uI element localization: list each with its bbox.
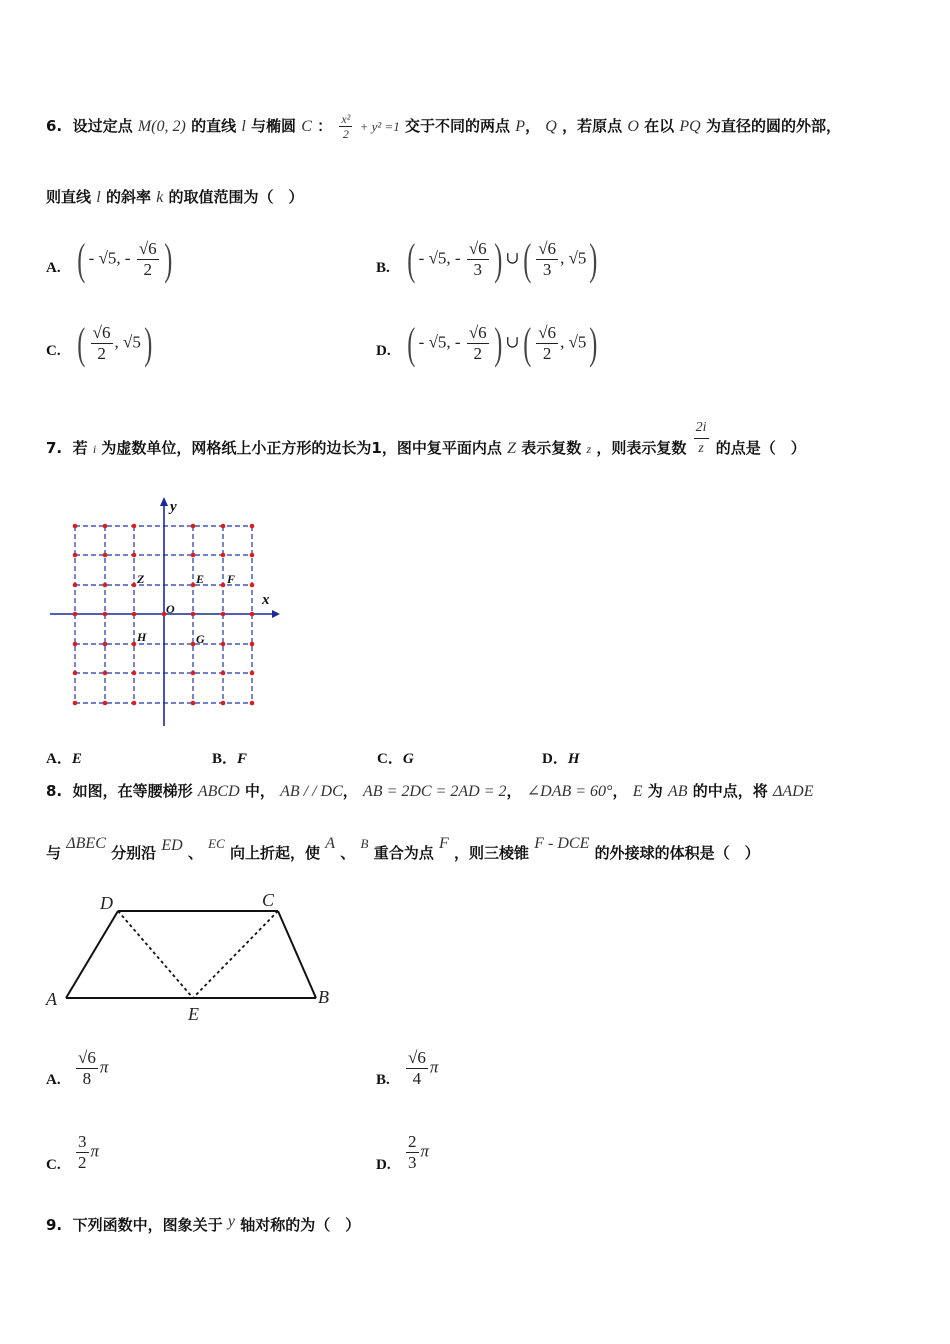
q7-text-2: 为虚数单位，网格纸上小正方形的边长为1，图中复平面内点 [101, 439, 502, 457]
q6-optB-den1: 3 [473, 260, 482, 279]
q7-option-A[interactable] [46, 747, 82, 768]
q7-text-1: 若 [72, 439, 88, 457]
q7-frac-den: z [698, 441, 704, 456]
q7-z: z [586, 442, 592, 456]
q8-option-C-expr [74, 1132, 99, 1173]
q8-text-6: 分别沿 [111, 844, 157, 862]
q8-edge-DE [118, 911, 193, 998]
q7-text-4: ，则表示复数 [596, 439, 687, 457]
q6-colon: ： [317, 117, 333, 135]
q6-point-M: M(0, 2) [137, 118, 186, 135]
q6-optB-union: ∪ [505, 248, 520, 268]
q6-option-A-expr: ( - √5, - $\frac{√6}{2}$ ) [77, 235, 173, 284]
q8-text-10: 的外接球的体积是（ ） [594, 844, 760, 862]
q6-frac-num: x² [341, 112, 351, 126]
q7-frac-num: 2i [694, 418, 709, 439]
q8-option-A-expr [74, 1048, 108, 1089]
q8-text-9: ，则三棱锥 [453, 844, 529, 862]
q6-option-C-expr: ( $\frac{√6}{2}$ , √5) [77, 319, 153, 368]
q7-label-E: E [196, 572, 205, 586]
q7-optD-label: D． [542, 751, 568, 767]
q7-label-x: x [262, 592, 270, 608]
q6-optB-num1: √6 [468, 239, 487, 258]
q7-label-y: y [170, 499, 177, 515]
q6-option-A-label[interactable]: A. [46, 260, 61, 276]
q6-optB-num2: √6 [538, 239, 557, 258]
q8-sep-2: 、 [340, 844, 356, 862]
q6-text-6: 在以 [644, 117, 675, 135]
q6-text-2: 的直线 [191, 117, 237, 135]
q7-optB-value: F [237, 751, 248, 767]
q6-optD-num1: √6 [468, 323, 487, 342]
q6-k: k [156, 189, 164, 206]
q6-option-B-expr: ( - √5, - $\frac{√6}{3}$ ) ∪( $\frac{√6}{3}$ , √5) [407, 235, 598, 284]
q8-label-A: A [46, 989, 57, 1009]
q6-option-D-label[interactable]: D. [376, 343, 391, 359]
q7-complex-plane-figure [46, 494, 286, 730]
q8-number: 8. [46, 782, 63, 800]
q6-frac-den: 2 [342, 127, 349, 141]
q6-option-C-label[interactable]: C. [46, 343, 61, 359]
q6-equation-rest: + y² =1 [359, 119, 400, 134]
q8-equation: AB = 2DC = 2AD = 2 [363, 783, 507, 800]
q7-label-F: F [227, 572, 236, 586]
q8-option-B-label[interactable]: B. [376, 1072, 390, 1088]
q8-AB: AB [667, 783, 688, 800]
q9-line1 [46, 1214, 360, 1235]
q6-optC-den: 2 [97, 344, 106, 363]
q7-label-H: H [137, 630, 147, 644]
q8-tri-BEC: ΔBEC [66, 835, 106, 852]
q6-ellipse-C: C [301, 118, 312, 135]
q8-line2 [46, 835, 760, 863]
q6-optC-num: √6 [92, 323, 111, 342]
q8-text-1: 如图，在等腰梯形 [72, 782, 193, 800]
q6-P: P [515, 118, 526, 135]
q6-optD-part2: , √5 [560, 332, 587, 352]
q8-text-7: 向上折起，使 [230, 844, 321, 862]
q8-label-C: C [262, 890, 275, 910]
q8-ABCD: ABCD [197, 783, 240, 800]
q8-sep-1: 、 [187, 844, 203, 862]
q6-text-10: 的取值范围为（ ） [168, 188, 304, 206]
q8-B: B [360, 836, 369, 851]
q8-optD-den: 3 [408, 1153, 417, 1172]
q6-text-8: 则直线 [46, 188, 92, 206]
q8-FDCE: F - DCE [534, 835, 590, 852]
q8-ED: ED [161, 837, 183, 854]
q8-edge-CB [278, 911, 316, 998]
q8-optD-num: 2 [408, 1132, 417, 1151]
q7-option-B[interactable] [212, 747, 247, 768]
q7-x-arrow-icon [272, 610, 280, 618]
q8-text-2: 中， [244, 782, 275, 800]
q6-optD-part1: - √5, - [418, 332, 461, 352]
q6-number: 6. [46, 117, 63, 135]
q7-label-Z: Z [137, 572, 145, 586]
q6-optB-part2: , √5 [560, 248, 587, 268]
q6-line-l: l [241, 118, 246, 135]
q8-optD-pi: π [420, 1141, 430, 1161]
q6-optD-union: ∪ [505, 332, 520, 352]
q7-optC-value: G [402, 751, 414, 767]
q6-text-7: 为直径的圆的外部， [705, 117, 841, 135]
q9-number: 9. [46, 1216, 63, 1234]
q8-optA-pi: π [99, 1057, 109, 1077]
q7-optA-label: A． [46, 751, 72, 767]
q7-label-G: G [196, 632, 205, 646]
q7-optB-label: B． [212, 751, 238, 767]
q8-edge-CE [193, 911, 278, 998]
q7-fraction [694, 418, 709, 459]
q9-text-2: 轴对称的为（ ） [240, 1216, 361, 1234]
q8-option-A-label[interactable]: A. [46, 1072, 61, 1088]
q7-optD-value: H [567, 751, 580, 767]
q8-optC-den: 2 [78, 1153, 87, 1172]
q8-optB-num: √6 [408, 1048, 426, 1067]
q7-optA-value: E [71, 751, 82, 767]
q6-optD-num2: √6 [538, 323, 557, 342]
q8-optB-den: 4 [412, 1069, 422, 1088]
q9-text-1: 下列函数中，图象关于 [72, 1216, 223, 1234]
q7-line1 [46, 420, 806, 469]
q6-l-2: l [96, 189, 101, 206]
q6-optD-den2: 2 [542, 344, 552, 363]
q8-edge-DA [66, 911, 118, 998]
q6-line2 [46, 186, 304, 207]
q6-PQ: PQ [679, 118, 701, 135]
q7-label-O: O [166, 602, 175, 616]
q8-optA-num: √6 [78, 1048, 96, 1067]
q6-optA-num: √6 [138, 239, 157, 258]
q8-line1: 8. 如图，在等腰梯形 ABCD 中， AB / / DC， AB = 2DC = 2AD = 2， ∠DAB = 60°， E 为 AB 的中点，将 ΔADE [46, 782, 814, 800]
q6-line1: 6. 设过定点 M(0, 2) 的直线 l 与椭圆 C ： $\frac{\text{x²}}{2}$ + y² =1 交于不同的两点 P， Q ，若原点 O 在以 PQ 为直径的圆的外部， [46, 112, 841, 141]
q8-tri-ADE: ΔADE [772, 783, 814, 800]
q8-EC: EC [208, 836, 225, 851]
q8-F: F [438, 835, 449, 852]
q6-ellipse-fraction [339, 112, 352, 141]
q6-optC-part2: , √5 [114, 332, 141, 352]
q9-y: y [227, 1213, 235, 1230]
q8-parallel: AB / / DC [280, 783, 343, 800]
q8-option-B-expr [404, 1048, 438, 1089]
q7-Z: Z [507, 440, 517, 457]
q8-label-E: E [188, 1004, 199, 1024]
q8-optB-pi: π [429, 1057, 439, 1077]
q8-optA-den: 8 [82, 1069, 92, 1088]
q6-text-3: 与椭圆 [251, 117, 297, 135]
q6-option-D-expr: ( - √5, - $\frac{√6}{2}$ ) ∪( $\frac{√6}{2}$ , √5) [407, 319, 598, 368]
q6-text-9: 的斜率 [105, 188, 151, 206]
q8-text-5: 与 [46, 844, 62, 862]
q8-option-C-label[interactable]: C. [46, 1157, 61, 1173]
q6-option-B-label[interactable]: B. [376, 260, 390, 276]
q6-Q: Q [545, 118, 557, 135]
q8-label-D: D [100, 893, 113, 913]
q8-trapezoid-figure [40, 886, 350, 1026]
q6-O: O [627, 118, 639, 135]
q6-optA-den: 2 [143, 260, 152, 279]
q7-option-D[interactable] [542, 747, 580, 768]
q8-optC-pi: π [90, 1141, 100, 1161]
q8-E: E [632, 783, 643, 800]
q6-optB-part1: - √5, - [418, 248, 461, 268]
q6-text-5: ，若原点 [562, 117, 623, 135]
q6-text-1: 设过定点 [72, 117, 133, 135]
q7-number: 7. [46, 439, 63, 457]
q8-angle: ∠DAB = 60° [526, 783, 613, 800]
q8-A: A [325, 835, 336, 852]
q7-optC-label: C． [377, 751, 403, 767]
q8-label-B: B [318, 987, 329, 1007]
q7-y-arrow-icon [160, 497, 168, 506]
q8-text-8: 重合为点 [373, 844, 434, 862]
q7-text-3: 表示复数 [521, 439, 582, 457]
q8-option-D-expr [404, 1132, 429, 1173]
q7-text-5: 的点是（ ） [715, 439, 806, 457]
q6-text-4: 交于不同的两点 [405, 117, 511, 135]
q6-optA-part1: - √5, - [88, 248, 131, 268]
q7-i: i [92, 442, 97, 456]
q6-optB-den2: 3 [542, 260, 552, 279]
q8-text-3: 为 [647, 782, 663, 800]
q7-option-C[interactable] [377, 747, 414, 768]
q8-option-D-label[interactable]: D. [376, 1157, 391, 1173]
q8-optC-num: 3 [78, 1132, 87, 1151]
q6-optD-den1: 2 [473, 344, 482, 363]
q8-text-4: 的中点，将 [692, 782, 768, 800]
